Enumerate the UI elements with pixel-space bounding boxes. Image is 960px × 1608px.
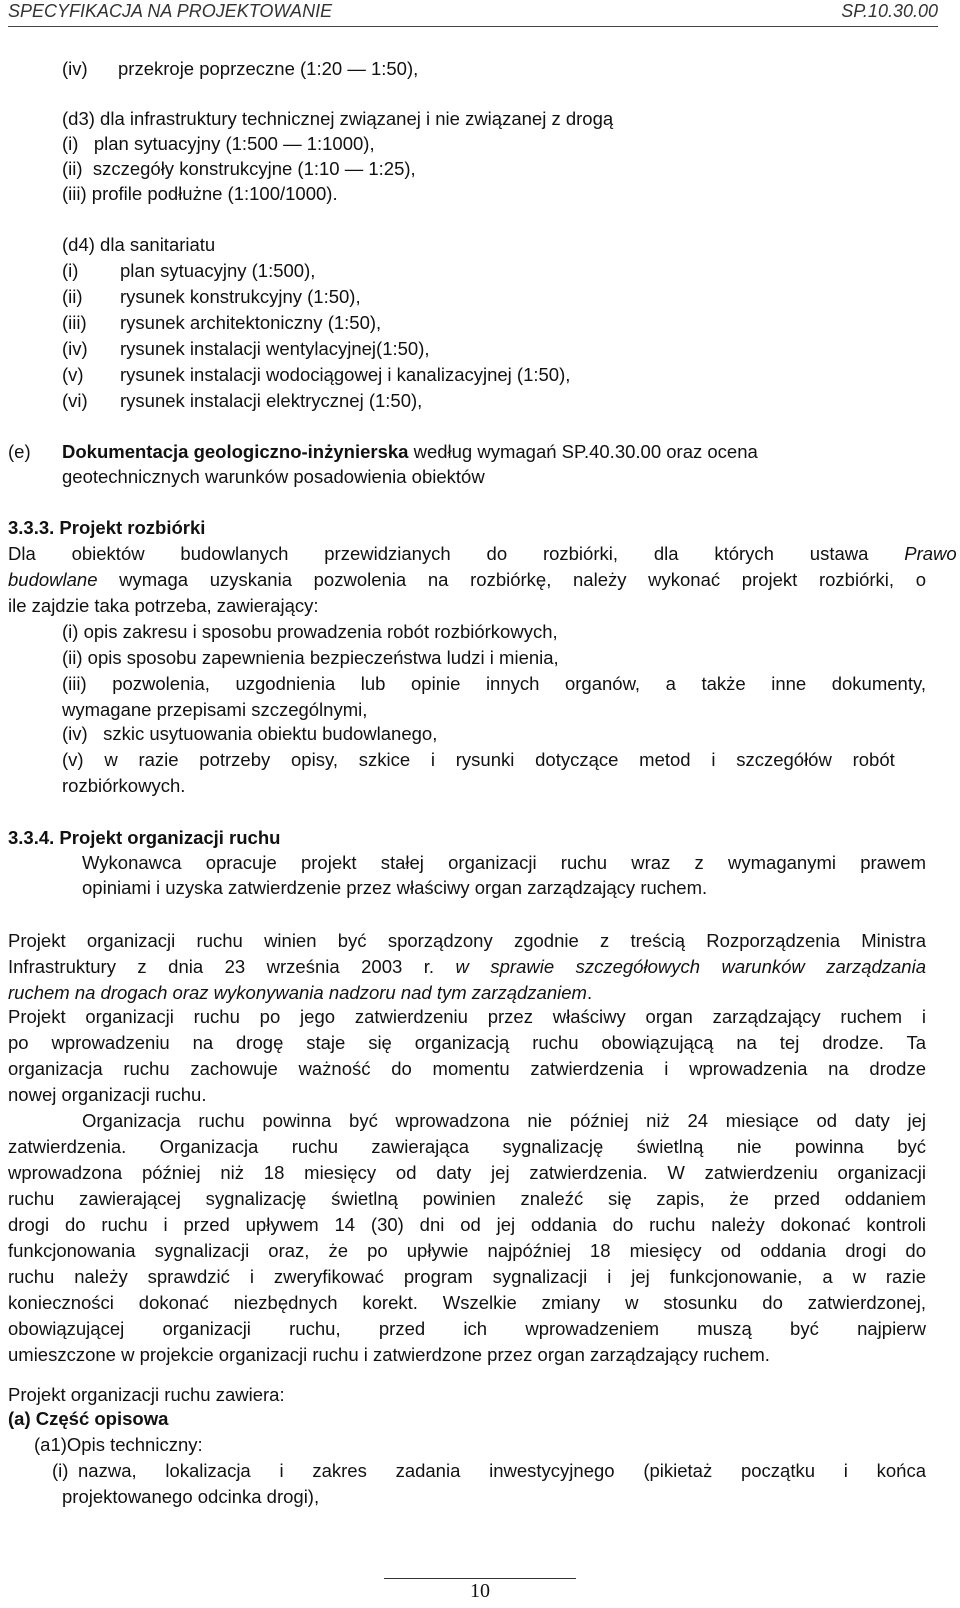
section-marker: (e) bbox=[8, 441, 31, 462]
list-item: przekroje poprzeczne (1:20 — 1:50), bbox=[118, 58, 419, 79]
list-item: rysunek instalacji wodociągowej i kanalizacyjnej (1:50), bbox=[120, 364, 571, 385]
paragraph-line: nowej organizacji ruchu. bbox=[8, 1084, 207, 1105]
justified-line: Wykonawca opracuje projekt stałej organizacji ruchu wraz z wymaganymi prawem bbox=[82, 852, 926, 873]
list-item: rysunek instalacji wentylacyjnej(1:50), bbox=[120, 338, 430, 359]
paragraph-line bbox=[8, 982, 592, 1004]
section-heading: 3.3.3. Projekt rozbiórki bbox=[8, 517, 206, 538]
list-item: (ii) opis sposobu zapewnienia bezpieczeństwa ludzi i mienia, bbox=[62, 647, 559, 668]
justified-line: wprowadzona później niż 18 miesięcy od daty jej zatwierdzenia. W zatwierdzeniu organizacji bbox=[8, 1162, 926, 1183]
paragraph-line bbox=[62, 441, 758, 463]
subsection-heading: (a) Część opisowa bbox=[8, 1408, 169, 1429]
list-marker: (i) bbox=[62, 260, 79, 281]
list-marker: (iv) bbox=[62, 58, 88, 79]
italic-phrase: ruchem na drogach oraz wykonywania nadzoru nad tym zarządzaniem bbox=[8, 982, 587, 1003]
paragraph-line: geotechnicznych warunków posadowienia obiektów bbox=[62, 466, 485, 487]
section-heading: 3.3.4. Projekt organizacji ruchu bbox=[8, 827, 281, 848]
list-item: (iv) szkic usytuowania obiektu budowlanego, bbox=[62, 723, 438, 744]
list-marker: (i) bbox=[52, 1460, 69, 1481]
text-span: Dla obiektów budowlanych przewidzianych do rozbiórki, dla których ustawa bbox=[8, 543, 869, 564]
list-item: (ii) szczegóły konstrukcyjne (1:10 — 1:25), bbox=[62, 158, 416, 179]
list-marker: (v) bbox=[62, 364, 84, 385]
justified-line bbox=[8, 569, 926, 591]
justified-line: zatwierdzenia. Organizacja ruchu zawierająca sygnalizację świetlną nie powinna być bbox=[8, 1136, 926, 1157]
justified-line: konieczności dokonać niezbędnych korekt. Wszelkie zmiany w stosunku do zatwierdzonej, bbox=[8, 1292, 926, 1313]
justified-line: funkcjonowania sygnalizacji oraz, że po upływie najpóźniej 18 miesięcy od oddania drogi do bbox=[8, 1240, 926, 1261]
list-item: rysunek konstrukcyjny (1:50), bbox=[120, 286, 361, 307]
bold-phrase: Dokumentacja geologiczno-inżynierska bbox=[62, 441, 409, 462]
page-header bbox=[8, 0, 938, 27]
justified-line: ruchu należy sprawdzić i zweryfikować program sygnalizacji i jej funkcjonowanie, a w razie bbox=[8, 1266, 926, 1287]
list-item: rysunek architektoniczny (1:50), bbox=[120, 312, 382, 333]
justified-line: Projekt organizacji ruchu winien być sporządzony zgodnie z treścią Rozporządzenia Ministra bbox=[8, 930, 926, 951]
justified-line bbox=[8, 956, 926, 978]
italic-phrase: budowlane bbox=[8, 569, 98, 590]
list-marker: (ii) bbox=[62, 286, 83, 307]
text-span: . bbox=[586, 982, 593, 1003]
justified-line: ruchu zawierającej sygnalizację świetlną powinien znaleźć się zapis, że przed oddaniem bbox=[8, 1188, 926, 1209]
justified-line: Organizacja ruchu powinna być wprowadzona nie później niż 24 miesiące od daty jej bbox=[82, 1110, 926, 1131]
list-item: nazwa, lokalizacja i zakres zadania inwestycyjnego (pikietaż początku i końca bbox=[78, 1460, 926, 1481]
page-number: 10 bbox=[470, 1580, 490, 1602]
text-span: wymaga uzyskania pozwolenia na rozbiórkę, należy wykonać projekt rozbiórki, o bbox=[97, 569, 926, 590]
list-marker: (iii) bbox=[62, 312, 87, 333]
list-item: plan sytuacyjny (1:500), bbox=[120, 260, 316, 281]
text-span: według wymagań SP.40.30.00 oraz ocena bbox=[408, 441, 758, 462]
header-spec-code: SP.10.30.00 bbox=[841, 1, 938, 21]
justified-line: drogi do ruchu i przed upływem 14 (30) dni od jej oddania do ruchu należy dokonać kontroli bbox=[8, 1214, 926, 1235]
list-item-continuation: rozbiórkowych. bbox=[62, 775, 186, 796]
paragraph-line: opiniami i uzyska zatwierdzenie przez właściwy organ zarządzający ruchem. bbox=[82, 877, 708, 898]
list-item: (i) opis zakresu i sposobu prowadzenia robót rozbiórkowych, bbox=[62, 621, 558, 642]
justified-line: po wprowadzeniu na drogę staje się organizacją ruchu obowiązującą na tej drodze. Ta bbox=[8, 1032, 926, 1053]
italic-phrase: w sprawie szczegółowych warunków zarządzania bbox=[455, 956, 926, 977]
list-item: (iii) pozwolenia, uzgodnienia lub opinie innych organów, a także inne dokumenty, bbox=[62, 673, 926, 694]
text-span: Infrastruktury z dnia 23 września 2003 r. bbox=[8, 956, 456, 977]
footer-rule bbox=[384, 1578, 576, 1579]
paragraph-line: Projekt organizacji ruchu zawiera: bbox=[8, 1384, 285, 1405]
paragraph-line: ile zajdzie taka potrzeba, zawierający: bbox=[8, 595, 319, 616]
subsection-title: (d3) dla infrastruktury technicznej związanej i nie związanej z drogą bbox=[62, 108, 614, 129]
justified-line: obowiązującej organizacji ruchu, przed ich wprowadzeniem muszą być najpierw bbox=[8, 1318, 926, 1339]
list-item: (i) plan sytuacyjny (1:500 — 1:1000), bbox=[62, 133, 375, 154]
justified-line: organizacja ruchu zachowuje ważność do momentu zatwierdzenia i wprowadzenia na drodze bbox=[8, 1058, 926, 1079]
list-item-continuation: projektowanego odcinka drogi), bbox=[62, 1486, 320, 1507]
list-item-continuation: wymagane przepisami szczególnymi, bbox=[62, 699, 368, 720]
list-item: (v) w razie potrzeby opisy, szkice i rysunki dotyczące metod i szczegółów robót bbox=[62, 749, 895, 770]
subsection-title: (a1)Opis techniczny: bbox=[34, 1434, 203, 1455]
justified-line bbox=[8, 543, 957, 565]
list-item: (iii) profile podłużne (1:100/1000). bbox=[62, 183, 338, 204]
list-item: rysunek instalacji elektrycznej (1:50), bbox=[120, 390, 423, 411]
header-title: SPECYFIKACJA NA PROJEKTOWANIE bbox=[8, 1, 333, 21]
list-marker: (vi) bbox=[62, 390, 88, 411]
subsection-title: (d4) dla sanitariatu bbox=[62, 234, 216, 255]
justified-line: Projekt organizacji ruchu po jego zatwierdzeniu przez właściwy organ zarządzający ruchem i bbox=[8, 1006, 926, 1027]
paragraph-line: umieszczone w projekcie organizacji ruchu i zatwierdzone przez organ zarządzający ruchem. bbox=[8, 1344, 770, 1365]
list-marker: (iv) bbox=[62, 338, 88, 359]
italic-phrase: Prawo bbox=[904, 543, 957, 564]
